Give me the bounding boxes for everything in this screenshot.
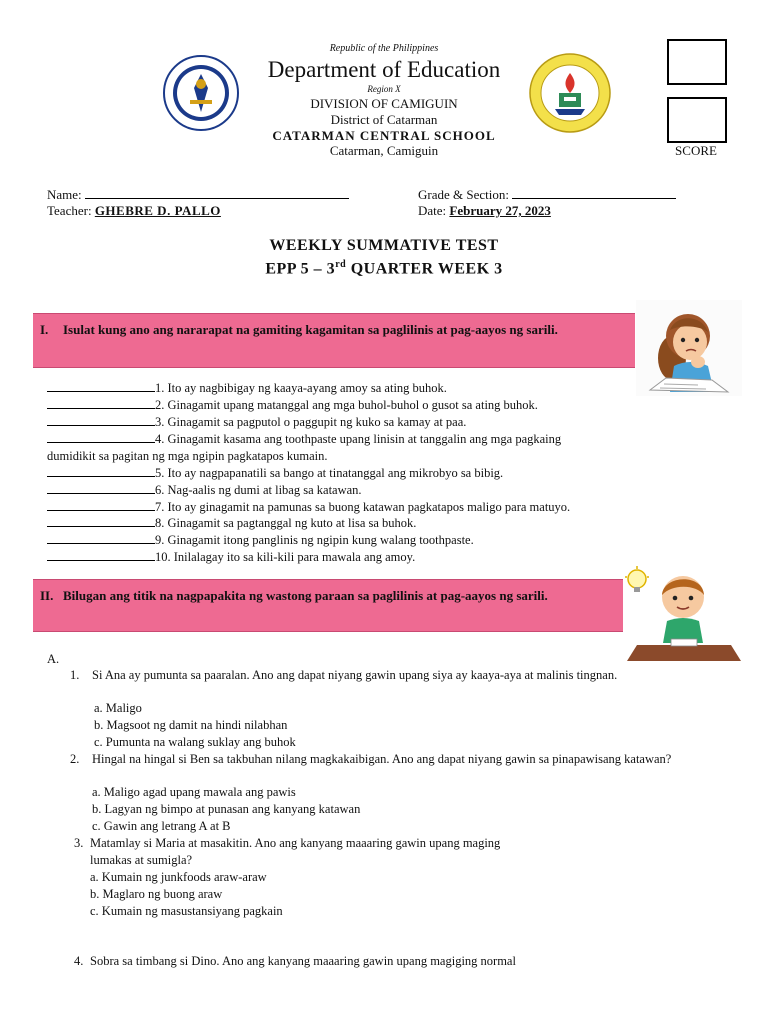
question-number: 2. [70,752,80,766]
school-location: Catarman, Camiguin [329,143,439,158]
choice-option[interactable]: c. Pumunta na walang suklay ang buhok [94,735,296,749]
section2-numeral: II. [40,588,54,603]
teacher-name: GHEBRE D. PALLO [94,203,221,218]
answer-blank[interactable] [47,398,155,409]
test-subtitle: EPP 5 – 3rd QUARTER WEEK 3 [265,259,503,278]
school-name: CATARMAN CENTRAL SCHOOL [272,128,496,143]
grade-section-field[interactable] [418,186,676,203]
choice-option[interactable]: a. Maligo [94,701,142,715]
score-box-bottom[interactable] [667,97,727,143]
list-item: 4. Ginagamit kasama ang toothpaste upang linisin at tanggalin ang mga pagkaing [47,432,561,447]
answer-blank[interactable] [47,466,155,477]
list-item: 7. Ito ay ginagamit na pamunas sa buong katawan pagkatapos maligo para matuyo. [47,500,570,515]
choice-option[interactable]: a. Kumain ng junkfoods araw-araw [90,870,267,884]
question-text: Sobra sa timbang si Dino. Ano ang kanyang maaaring gawin upang magiging normal [90,954,516,968]
answer-blank[interactable] [47,550,155,561]
choice-option[interactable]: b. Lagyan ng bimpo at punasan ang kanyang katawan [92,802,361,816]
answer-blank[interactable] [47,381,155,392]
grade-section-label: Grade & Section: [418,187,509,202]
date-label: Date: [418,203,447,218]
test-title: WEEKLY SUMMATIVE TEST [269,237,499,254]
list-item: 10. Inilalagay ito sa kili-kili para mawala ang amoy. [47,550,415,565]
section1-numeral: I. [40,322,49,337]
section2-instruction: Bilugan ang titik na nagpapakita ng wastong paraan sa paglilinis at pag-aayos ng sarili. [63,588,548,603]
question-text-continuation: lumakas at sumigla? [90,853,193,867]
girl-thinking-illustration-icon [636,300,742,396]
choice-option[interactable]: c. Kumain ng masustansiyang pagkain [90,904,283,918]
district-text: District of Catarman [330,112,438,127]
section1-instruction: Isulat kung ano ang nararapat na gamiting kagamitan sa paglilinis at pag-aayos ng sarili. [63,322,558,337]
list-item: 9. Ginagamit itong panglinis ng ngipin kung walang toothpaste. [47,533,474,548]
list-item: 1. Ito ay nagbibigay ng kaaya-ayang amoy sa ating buhok. [47,381,447,396]
teacher-field [47,203,221,219]
grade-section-blank[interactable] [512,186,676,199]
republic-text: Republic of the Philippines [329,43,439,54]
question-number: 4. [74,954,84,968]
school-seal-icon [529,53,611,133]
score-box-top[interactable] [667,39,727,85]
answer-blank[interactable] [47,500,155,511]
choice-option[interactable]: a. Maligo agad upang mawala ang pawis [92,785,296,799]
list-item: 2. Ginagamit upang matanggal ang mga buhol-buhol o gusot sa ating buhok. [47,398,538,413]
name-label: Name: [47,187,82,202]
answer-blank[interactable] [47,432,155,443]
name-blank[interactable] [85,186,349,199]
choice-option[interactable]: b. Magsoot ng damit na hindi nilabhan [94,718,288,732]
deped-seal-icon [162,54,240,132]
division-text: DIVISION OF CAMIGUIN [310,96,458,111]
answer-blank[interactable] [47,483,155,494]
boy-idea-illustration-icon [623,565,743,663]
question-text: Matamlay si Maria at masakitin. Ano ang kanyang maaaring gawin upang maging [90,836,501,850]
question-number: 1. [70,668,80,682]
list-item: 6. Nag-aalis ng dumi at libag sa katawan. [47,483,362,498]
answer-blank[interactable] [47,415,155,426]
teacher-label: Teacher: [47,203,92,218]
question-text: Hingal na hingal si Ben sa takbuhan nilang magkakaibigan. Ano ang dapat niyang gawin sa pinapawisang katawan? [92,752,672,766]
question-text: Si Ana ay pumunta sa paaralan. Ano ang dapat niyang gawin upang siya ay kaaya-aya at malinis tingnan. [92,668,618,682]
list-item-continuation: dumidikit sa pagitan ng mga ngipin pagkatapos kumain. [47,449,328,463]
region-text: Region X [367,84,401,94]
answer-blank[interactable] [47,533,155,544]
score-label: SCORE [675,143,717,158]
part-a-label: A. [47,652,60,666]
list-item: 3. Ginagamit sa pagputol o paggupit ng kuko sa kamay at paa. [47,415,466,430]
answer-blank[interactable] [47,516,155,527]
date-field [418,203,551,219]
question-number: 3. [74,836,84,850]
date-value: February 27, 2023 [449,203,551,218]
list-item: 8. Ginagamit sa pagtanggal ng kuto at lisa sa buhok. [47,516,416,531]
list-item: 5. Ito ay nagpapanatili sa bango at tinatanggal ang mikrobyo sa bibig. [47,466,503,481]
choice-option[interactable]: c. Gawin ang letrang A at B [92,819,231,833]
name-field[interactable] [47,186,349,203]
choice-option[interactable]: b. Maglaro ng buong araw [90,887,223,901]
department-title: Department of Education [267,57,501,82]
